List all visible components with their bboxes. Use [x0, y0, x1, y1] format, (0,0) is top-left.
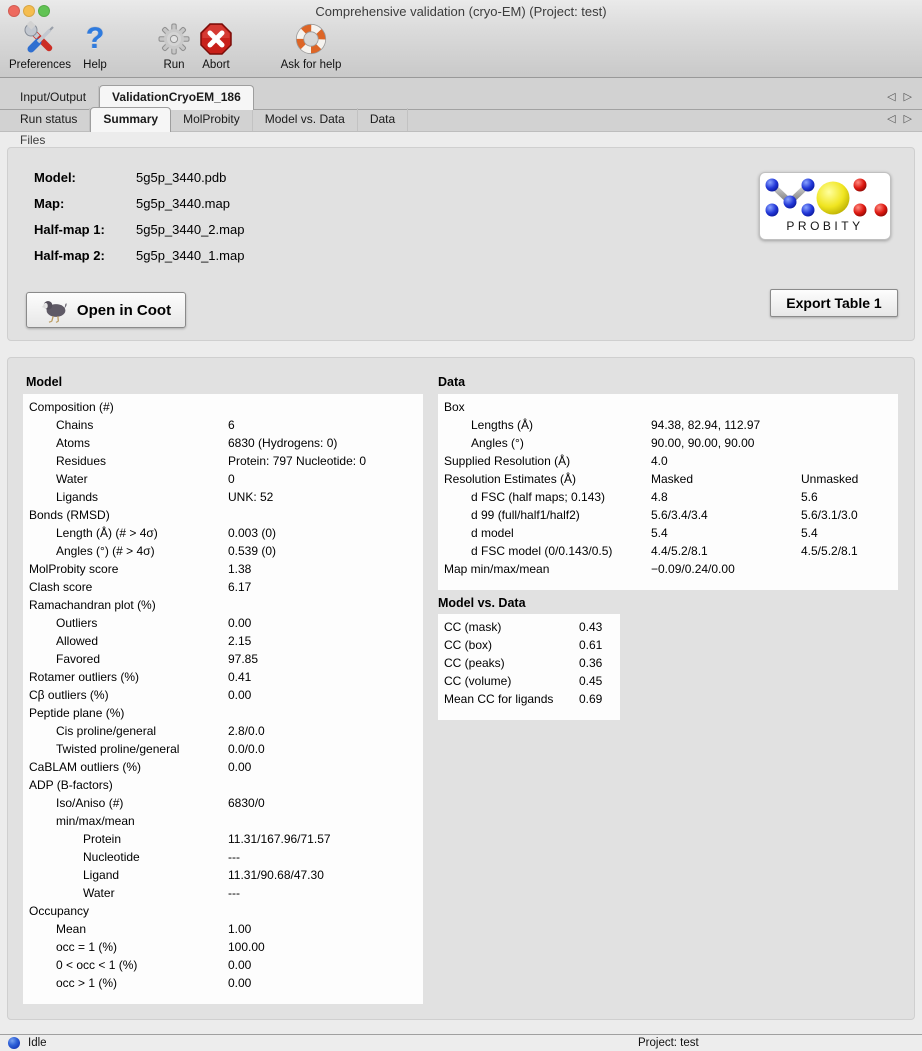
table-row: [23, 470, 423, 488]
table-row: [23, 848, 423, 866]
row-label: Mean: [56, 922, 87, 936]
table-row: [23, 668, 423, 686]
row-value: Protein: 797 Nucleotide: 0: [228, 454, 367, 468]
table-row: [438, 542, 898, 560]
file-label: Half-map 1:: [34, 222, 105, 237]
ask-for-help-button[interactable]: [278, 20, 344, 71]
row-label: Water: [56, 472, 88, 486]
model-vs-data-section-header: Model vs. Data: [438, 596, 526, 610]
row-value: 6830/0: [228, 796, 265, 810]
row-label: d FSC (half maps; 0.143): [471, 490, 606, 504]
model-vs-data-table: [438, 614, 620, 720]
row-label: CaBLAM outliers (%): [29, 760, 142, 774]
primary-tab-bar: [0, 83, 922, 110]
row-label: d FSC model (0/0.143/0.5): [471, 544, 613, 558]
table-row: [438, 452, 898, 470]
row-value: Masked: [651, 472, 694, 486]
tab-run-status[interactable]: Run status: [8, 108, 90, 131]
row-label: Allowed: [56, 634, 99, 648]
table-row: [23, 884, 423, 902]
row-label: Favored: [56, 652, 101, 666]
table-row: [23, 434, 423, 452]
table-row: [23, 830, 423, 848]
tab-data[interactable]: Data: [358, 108, 408, 131]
abort-octagon-icon: [190, 20, 242, 58]
tab-summary[interactable]: Summary: [90, 107, 171, 132]
row-label: Ramachandran plot (%): [29, 598, 156, 612]
row-value: 1.00: [228, 922, 252, 936]
row-value: 11.31/167.96/71.57: [228, 832, 331, 846]
status-indicator-icon: [8, 1037, 20, 1049]
row-value: UNK: 52: [228, 490, 274, 504]
tab-molprobity[interactable]: MolProbity: [171, 108, 253, 131]
row-value: 5.4: [801, 526, 818, 540]
tab-validationcryoem-186[interactable]: ValidationCryoEM_186: [99, 85, 254, 110]
data-section-header: Data: [438, 375, 466, 389]
row-label: Residues: [56, 454, 107, 468]
table-row: [438, 672, 620, 690]
row-value: ---: [228, 850, 240, 864]
file-row: [34, 196, 230, 214]
row-label: Supplied Resolution (Å): [444, 454, 571, 468]
row-value: 2.15: [228, 634, 252, 648]
row-label: Iso/Aniso (#): [56, 796, 124, 810]
row-value: 4.5/5.2/8.1: [801, 544, 858, 558]
row-value: 0.00: [228, 616, 252, 630]
row-label: Twisted proline/general: [56, 742, 180, 756]
row-value: 0.0/0.0: [228, 742, 265, 756]
open-in-coot-button[interactable]: [26, 292, 186, 328]
model-table: [23, 394, 423, 1004]
export-table-1-label: Export Table 1: [786, 295, 882, 311]
summary-pane: [0, 132, 922, 1034]
row-value: 90.00, 90.00, 90.00: [651, 436, 755, 450]
table-row: [23, 524, 423, 542]
row-value: 4.4/5.2/8.1: [651, 544, 708, 558]
open-in-coot-label: Open in Coot: [76, 301, 172, 319]
data-table: [438, 394, 898, 590]
row-label: Occupancy: [29, 904, 90, 918]
row-label: Outliers: [56, 616, 98, 630]
help-button[interactable]: [70, 20, 120, 71]
abort-button[interactable]: [190, 20, 242, 71]
table-row: [23, 956, 423, 974]
row-value: 0: [228, 472, 235, 486]
row-value: 0.43: [579, 620, 603, 634]
file-row: [34, 248, 244, 266]
tab-scroll-right-icon[interactable]: ▷: [903, 91, 912, 103]
table-row: [23, 974, 423, 992]
row-value: 1.38: [228, 562, 252, 576]
row-label: 0 < occ < 1 (%): [56, 958, 138, 972]
row-value: 0.45: [579, 674, 603, 688]
table-row: [23, 722, 423, 740]
row-label: Bonds (RMSD): [29, 508, 110, 522]
window-header: [0, 0, 922, 78]
table-row: [438, 416, 898, 434]
row-value: 0.41: [228, 670, 252, 684]
table-row: [438, 524, 898, 542]
row-value: 0.539 (0): [228, 544, 277, 558]
project-label: Project: test: [638, 1037, 699, 1049]
table-row: [23, 866, 423, 884]
row-value: ---: [228, 886, 240, 900]
toolbar-item-label: Run: [163, 59, 185, 71]
table-row: [23, 596, 423, 614]
row-label: Box: [444, 400, 465, 414]
row-label: d 99 (full/half1/half2): [471, 508, 580, 522]
row-label: occ > 1 (%): [56, 976, 118, 990]
table-row: [23, 560, 423, 578]
row-value: 0.00: [228, 976, 252, 990]
row-value: 4.8: [651, 490, 668, 504]
row-value: 0.00: [228, 688, 252, 702]
status-text: Idle: [28, 1037, 47, 1049]
row-value: 100.00: [228, 940, 265, 954]
row-label: d model: [471, 526, 514, 540]
row-value: 5.4: [651, 526, 668, 540]
row-value: 5.6: [801, 490, 818, 504]
table-row: [23, 776, 423, 794]
table-row: [23, 758, 423, 776]
window-title: Comprehensive validation (cryo-EM) (Project: test): [315, 4, 607, 19]
model-section-header: Model: [26, 375, 63, 389]
row-value: 5.6/3.1/3.0: [801, 508, 858, 522]
files-group-label: Files: [20, 133, 46, 147]
table-row: [23, 506, 423, 524]
row-label: Chains: [56, 418, 94, 432]
tab-input-output[interactable]: Input/Output: [8, 86, 99, 109]
lifebuoy-icon: [278, 20, 344, 58]
coot-bird-icon: [41, 298, 71, 323]
table-row: [23, 938, 423, 956]
row-value: 0.69: [579, 692, 603, 706]
row-label: Nucleotide: [83, 850, 140, 864]
row-label: CC (mask): [444, 620, 502, 634]
table-row: [438, 506, 898, 524]
row-value: 6: [228, 418, 235, 432]
row-label: Cis proline/general: [56, 724, 157, 738]
tab-scroll-arrows: [883, 109, 922, 127]
row-value: 2.8/0.0: [228, 724, 265, 738]
row-label: Lengths (Å): [471, 418, 534, 432]
tab-scroll-left-icon[interactable]: ◁: [887, 113, 896, 125]
title-bar: [0, 0, 922, 22]
row-value: 5.6/3.4/3.4: [651, 508, 708, 522]
row-label: CC (peaks): [444, 656, 505, 670]
table-row: [438, 398, 898, 416]
row-label: Atoms: [56, 436, 91, 450]
file-value: 5g5p_3440.pdb: [136, 170, 227, 185]
results-panel: [7, 357, 915, 1020]
files-group-box: [7, 147, 915, 341]
table-row: [23, 632, 423, 650]
table-row: [438, 618, 620, 636]
status-bar: [0, 1034, 922, 1051]
row-label: Mean CC for ligands: [444, 692, 554, 706]
file-row: [34, 170, 226, 188]
table-row: [23, 686, 423, 704]
table-row: [438, 636, 620, 654]
file-value: 5g5p_3440_2.map: [136, 222, 245, 237]
table-row: [23, 650, 423, 668]
row-label: Angles (°) (# > 4σ): [56, 544, 155, 558]
row-value: 6.17: [228, 580, 252, 594]
table-row: [438, 488, 898, 506]
row-label: Length (Å) (# > 4σ): [56, 526, 158, 540]
table-row: [23, 488, 423, 506]
row-value: 0.003 (0): [228, 526, 277, 540]
row-label: Map min/max/mean: [444, 562, 550, 576]
toolbar-item-label: Ask for help: [280, 59, 342, 71]
row-label: MolProbity score: [29, 562, 119, 576]
tab-scroll-left-icon[interactable]: ◁: [887, 91, 896, 103]
row-label: Water: [83, 886, 115, 900]
row-label: Clash score: [29, 580, 93, 594]
table-row: [23, 398, 423, 416]
table-row: [23, 902, 423, 920]
table-row: [23, 794, 423, 812]
molprobity-logo: [759, 172, 891, 240]
row-value: 11.31/90.68/47.30: [228, 868, 324, 882]
row-label: Protein: [83, 832, 122, 846]
table-row: [23, 740, 423, 758]
row-value: 6830 (Hydrogens: 0): [228, 436, 338, 450]
molprobity-logo-text: PROBITY: [786, 219, 864, 233]
export-table-1-button[interactable]: [770, 289, 898, 317]
table-row: [23, 578, 423, 596]
row-value: 4.0: [651, 454, 668, 468]
table-row: [23, 614, 423, 632]
row-label: Cβ outliers (%): [29, 688, 109, 702]
table-row: [438, 690, 620, 708]
table-row: [23, 416, 423, 434]
tab-scroll-right-icon[interactable]: ▷: [903, 113, 912, 125]
row-label: Ligand: [83, 868, 120, 882]
row-label: CC (box): [444, 638, 493, 652]
file-label: Half-map 2:: [34, 248, 105, 263]
row-value: −0.09/0.24/0.00: [651, 562, 735, 576]
preferences-button[interactable]: [1, 20, 79, 71]
row-label: Composition (#): [29, 400, 114, 414]
table-row: [23, 812, 423, 830]
row-value: 97.85: [228, 652, 259, 666]
file-row: [34, 222, 244, 240]
table-row: [23, 452, 423, 470]
row-label: Rotamer outliers (%): [29, 670, 140, 684]
row-value: 94.38, 82.94, 112.97: [651, 418, 761, 432]
table-row: [23, 920, 423, 938]
tab-model-vs-data[interactable]: Model vs. Data: [253, 108, 358, 131]
row-value: 0.61: [579, 638, 603, 652]
table-row: [23, 542, 423, 560]
table-row: [438, 470, 898, 488]
table-row: [438, 560, 898, 578]
tab-scroll-arrows: [883, 87, 922, 105]
toolbar-item-label: Help: [83, 59, 107, 71]
file-value: 5g5p_3440_1.map: [136, 248, 245, 263]
row-label: min/max/mean: [56, 814, 135, 828]
question-mark-icon: ?: [85, 22, 105, 55]
row-label: Angles (°): [471, 436, 524, 450]
file-value: 5g5p_3440.map: [136, 196, 230, 211]
toolbar-item-label: Preferences: [8, 59, 71, 71]
row-label: occ = 1 (%): [56, 940, 118, 954]
file-label: Map:: [34, 196, 65, 211]
row-value: 0.00: [228, 958, 252, 972]
tools-icon: [1, 20, 79, 58]
file-label: Model:: [34, 170, 76, 185]
table-row: [438, 654, 620, 672]
row-label: Ligands: [56, 490, 99, 504]
table-row: [23, 704, 423, 722]
secondary-tab-bar: [0, 110, 922, 132]
row-value: 0.36: [579, 656, 603, 670]
row-label: CC (volume): [444, 674, 512, 688]
row-value: Unmasked: [801, 472, 859, 486]
toolbar-item-label: Abort: [202, 59, 230, 71]
row-label: ADP (B-factors): [29, 778, 113, 792]
row-label: Peptide plane (%): [29, 706, 125, 720]
table-row: [438, 434, 898, 452]
row-value: 0.00: [228, 760, 252, 774]
row-label: Resolution Estimates (Å): [444, 472, 577, 486]
